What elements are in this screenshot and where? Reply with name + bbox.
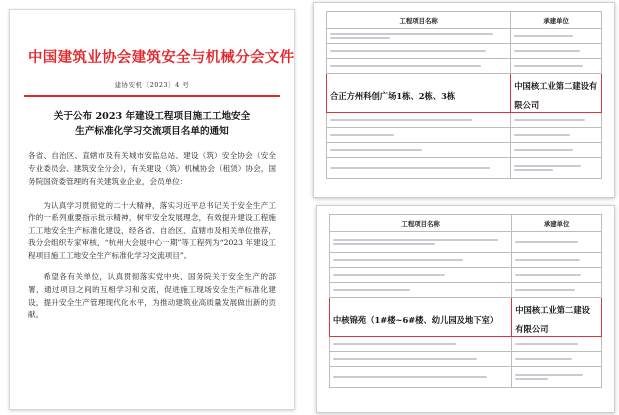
- highlighted-project-name: [327, 74, 511, 113]
- blurred-cell: [330, 352, 512, 367]
- body-paragraph-1: 为认真学习贯彻党的二十大精神，落实习近平总书记关于安全生产工作的一系列重要指示批示精神，树牢安全发展理念，有效提升建设工程施工工地安全生产标准化建设，经各省、自治区、直辖市及相关单位推荐，我分会组织专家审核，“杭州大会展中心一期”等工程列为“2023 年建设工程项目施工工地安全生产标准化学习交流项目”。: [28, 200, 276, 260]
- highlighted-contractor-text: 中国核工业第二建设有限公司: [515, 305, 590, 334]
- table-row: [327, 113, 602, 128]
- blurred-cell: [511, 29, 602, 44]
- table-row: [327, 59, 602, 74]
- table-row: [330, 367, 602, 388]
- addressee-paragraph: 各省、自治区、直辖市及有关城市安监总站、建设（筑）安全协会（安全专业委员会、建筑安全分会），有关建设（筑）机械协会（租赁）协会，国务院国资委管理的有关建筑业企业，会员单位：: [28, 150, 276, 186]
- document-number: 建协安机〔2023〕4 号: [114, 81, 190, 89]
- blurred-cell: [512, 232, 602, 253]
- blurred-cell: [512, 337, 602, 352]
- blurred-cell: [512, 253, 602, 268]
- red-divider-line: [24, 95, 280, 97]
- project-list-excerpt-bottom: [316, 205, 615, 413]
- document-header-title: 中国建筑业协会建筑安全与机械分会文件: [28, 50, 295, 66]
- blurred-cell: [330, 268, 512, 283]
- highlighted-table-row: [327, 74, 602, 113]
- blurred-cell: [327, 158, 511, 179]
- blurred-cell: [330, 367, 512, 388]
- table-header-row: [330, 215, 602, 232]
- blurred-cell: [512, 283, 602, 298]
- blurred-cell: [512, 268, 602, 283]
- highlighted-project-name: [330, 298, 512, 337]
- blurred-cell: [511, 44, 602, 59]
- table-row: [327, 29, 602, 44]
- blurred-cell: [512, 352, 602, 367]
- blurred-cell: [511, 59, 602, 74]
- blurred-cell: [327, 44, 511, 59]
- blurred-cell: [330, 283, 512, 298]
- blurred-cell: [330, 337, 512, 352]
- blurred-cell: [512, 367, 602, 388]
- table-row: [327, 158, 602, 179]
- table-header-row: [327, 12, 602, 29]
- blurred-cell: [511, 113, 602, 128]
- table-row: [327, 143, 602, 158]
- highlighted-table-row: [330, 298, 602, 337]
- table-row: [330, 268, 602, 283]
- blurred-cell: [511, 143, 602, 158]
- table-row: [330, 337, 602, 352]
- blurred-cell: [330, 232, 512, 253]
- blurred-cell: [511, 128, 602, 143]
- notice-document-page: [9, 9, 295, 410]
- notice-title: [28, 109, 276, 139]
- header-contractor: 承建单位: [512, 215, 602, 232]
- blurred-cell: [330, 253, 512, 268]
- table-row: [330, 232, 602, 253]
- table-row: [327, 128, 602, 143]
- highlighted-contractor-text: 中国核工业第二建设有限公司: [514, 81, 598, 110]
- blurred-cell: [327, 59, 511, 74]
- project-table-bottom: [329, 214, 602, 388]
- project-list-excerpt-top: [313, 2, 615, 198]
- highlighted-project-text: 合正方州科创广场1栋、2栋、3栋: [330, 90, 456, 101]
- blurred-cell: [511, 158, 602, 179]
- blurred-cell: [327, 113, 511, 128]
- highlighted-project-text: 中核锦苑（1#楼~6#楼、幼儿园及地下室）: [333, 314, 499, 325]
- notice-title-line-1: 关于公布 2023 年建设工程项目施工工地安全: [53, 110, 251, 122]
- blurred-cell: [327, 29, 511, 44]
- blurred-cell: [327, 128, 511, 143]
- blurred-cell: [327, 143, 511, 158]
- highlighted-contractor: [511, 74, 602, 113]
- header-project-name: 工程项目名称: [327, 12, 511, 29]
- highlighted-contractor: [512, 298, 602, 337]
- notice-title-line-2: 生产标准化学习交流项目名单的通知: [75, 125, 229, 137]
- table-row: [330, 352, 602, 367]
- table-row: [330, 283, 602, 298]
- header-project-name: 工程项目名称: [330, 215, 512, 232]
- table-row: [330, 253, 602, 268]
- header-contractor: 承建单位: [511, 12, 602, 29]
- body-paragraph-2: 希望各有关单位，认真贯彻落实党中央、国务院关于安全生产的部署，通过项目之间的互相学习和交流，促进施工现场安全生产标准化建设，提升安全生产管理现代化水平，为推动建筑业高质量发展做出新的贡献。: [28, 272, 276, 320]
- table-row: [327, 44, 602, 59]
- project-table-top: [326, 11, 602, 179]
